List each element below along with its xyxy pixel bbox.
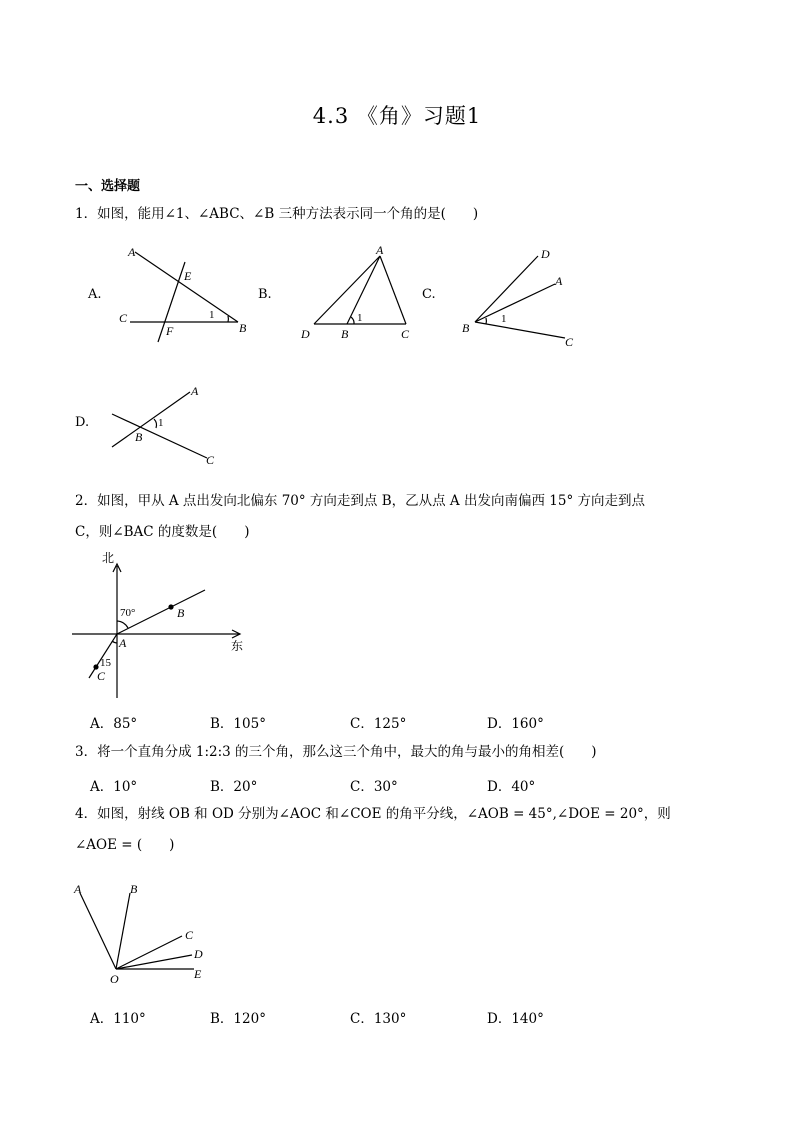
q1d-label-a: A <box>191 384 199 398</box>
question-4-line-1: 4．如图，射线 OB 和 OD 分别为∠AOC 和∠COE 的角平分线，∠AOB = 45°,∠DOE = 20°，则 <box>75 806 671 822</box>
q1-option-c-label: C. <box>422 287 436 302</box>
q4-label-o: O <box>110 972 119 986</box>
question-1-text: 1．如图，能用∠1、∠ABC、∠B 三种方法表示同一个角的是( ) <box>75 206 479 222</box>
q3-option-b: B．20° <box>210 779 258 795</box>
q2-label-70: 70° <box>120 607 136 619</box>
q1c-label-d: D <box>541 247 550 261</box>
q1-figure-c <box>455 240 585 352</box>
q1d-label-b: B <box>135 430 143 444</box>
q4-label-d: D <box>194 947 203 961</box>
q4-ray-ob <box>116 893 130 969</box>
q2-option-b: B．105° <box>210 716 266 732</box>
q3-option-a: A．10° <box>90 779 138 795</box>
q4-label-a: A <box>74 882 82 896</box>
q1c-label-c: C <box>565 335 574 349</box>
q4-option-a: A．110° <box>90 1011 146 1027</box>
q1-figure-a <box>110 240 260 350</box>
q1c-line-bc <box>475 322 565 338</box>
q4-option-b: B．120° <box>210 1011 266 1027</box>
q1c-line-ba <box>475 284 555 322</box>
q1a-label-f: F <box>166 324 174 338</box>
q1b-line-ad <box>314 256 380 324</box>
q1c-label-1: 1 <box>501 313 507 325</box>
q1b-angle-arc <box>351 317 354 324</box>
q1-option-b-label: B. <box>258 287 272 302</box>
q1c-label-b: B <box>462 321 470 335</box>
q4-ray-oa <box>80 893 116 969</box>
q1a-label-c: C <box>119 311 128 325</box>
q1b-label-b: B <box>341 327 349 341</box>
q1-option-d-label: D. <box>75 415 90 430</box>
q4-label-b: B <box>130 882 138 896</box>
question-3-text: 3．将一个直角分成 1:2:3 的三个角，那么这三个角中，最大的角与最小的角相差( ) <box>75 744 597 760</box>
q1b-label-a: A <box>376 243 384 257</box>
q1b-label-d: D <box>301 327 310 341</box>
q1d-label-c: C <box>206 453 215 467</box>
q2-angle-15-arc <box>112 641 117 643</box>
q1a-label-b: B <box>239 321 247 335</box>
q1c-label-a: A <box>555 274 563 288</box>
q1-option-a-label: A. <box>88 287 102 302</box>
question-2-line-1: 2．如图，甲从 A 点出发向北偏东 70° 方向走到点 B，乙从点 A 出发向南偏西 15° 方向走到点 <box>75 493 645 509</box>
q2-option-c: C．125° <box>350 716 407 732</box>
q4-label-e: E <box>194 967 202 981</box>
q4-label-c: C <box>185 928 194 942</box>
q2-label-east: 东 <box>231 639 244 653</box>
q1a-line-ab <box>135 252 238 322</box>
q1a-label-e: E <box>184 269 192 283</box>
q1d-angle-arc <box>154 419 156 428</box>
q1c-line-bd <box>475 256 538 322</box>
q2-point-b <box>168 604 173 609</box>
q4-option-d: D．140° <box>487 1011 544 1027</box>
q3-option-c: C．30° <box>350 779 398 795</box>
q4-option-c: C．130° <box>350 1011 407 1027</box>
q1a-label-1: 1 <box>209 309 215 321</box>
q1b-label-1: 1 <box>357 312 363 324</box>
q2-label-15: 15 <box>100 657 111 669</box>
section-heading: 一、选择题 <box>75 179 141 194</box>
q2-compass-figure <box>65 548 255 700</box>
q1a-label-a: A <box>128 245 136 259</box>
q4-ray-od <box>116 955 192 969</box>
q2-label-north: 北 <box>102 551 115 565</box>
q1d-label-1: 1 <box>158 417 164 429</box>
q2-option-d: D．160° <box>487 716 544 732</box>
page-title: 4.3 《角》习题1 <box>312 104 482 128</box>
q4-ray-oc <box>116 936 182 969</box>
q4-rays-figure <box>68 878 218 990</box>
q1b-line-ac <box>380 256 406 324</box>
q2-angle-70-arc <box>117 621 128 628</box>
q2-label-a: A <box>119 636 127 650</box>
q1b-line-ab <box>347 256 380 324</box>
question-2-line-2: C，则∠BAC 的度数是( ) <box>75 524 250 540</box>
q2-label-c: C <box>97 669 106 683</box>
q1-figure-d <box>105 380 230 472</box>
question-4-line-2: ∠AOE = ( ) <box>75 837 175 853</box>
q3-option-d: D．40° <box>487 779 536 795</box>
q2-option-a: A．85° <box>90 716 138 732</box>
q2-label-b: B <box>177 606 185 620</box>
q1-figure-b <box>295 240 425 345</box>
q1b-label-c: C <box>401 327 410 341</box>
